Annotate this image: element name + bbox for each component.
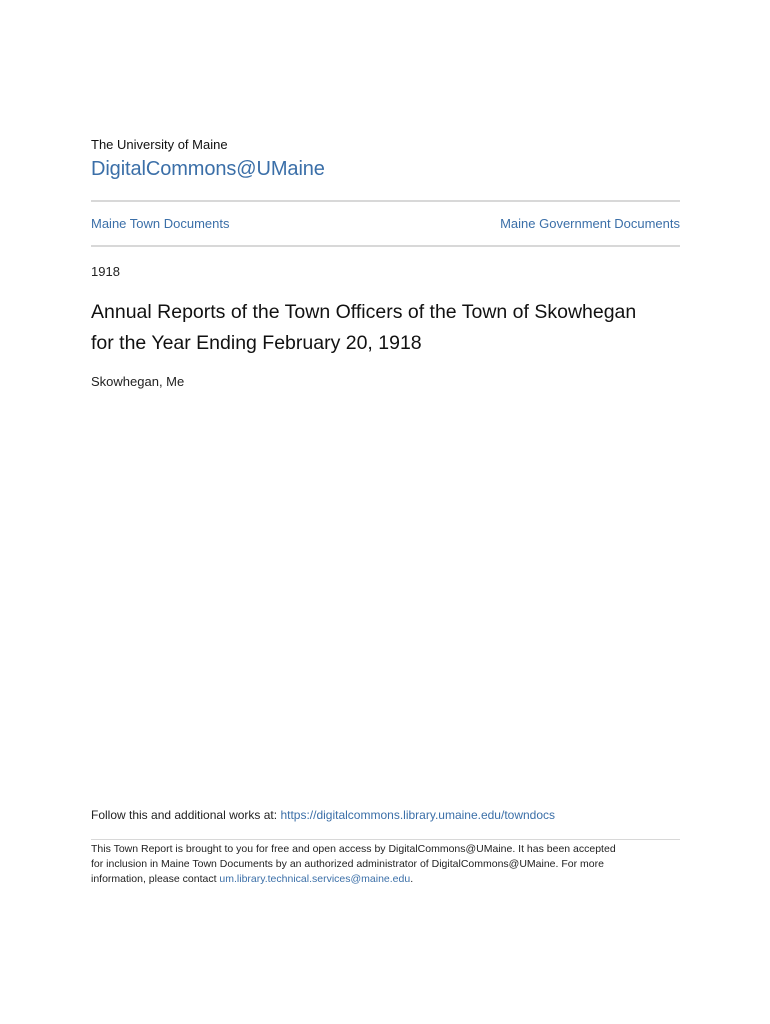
- cover-page: [91, 0, 680, 1024]
- document-title-line-2: for the Year Ending February 20, 1918: [91, 332, 422, 354]
- follow-line: [91, 808, 555, 822]
- maine-town-documents-link[interactable]: Maine Town Documents: [91, 216, 230, 231]
- document-title-line-1: Annual Reports of the Town Officers of the Town of Skowhegan: [91, 301, 637, 323]
- nav-divider: [91, 245, 680, 247]
- notice-line-3-prefix: information, please contact: [91, 873, 220, 885]
- follow-text: Follow this and additional works at:: [91, 808, 281, 822]
- contact-email-link[interactable]: um.library.technical.services@maine.edu: [219, 873, 411, 885]
- top-divider: [91, 200, 680, 202]
- publication-year: 1918: [91, 264, 120, 279]
- maine-government-documents-link[interactable]: Maine Government Documents: [500, 216, 680, 231]
- towndocs-link[interactable]: https://digitalcommons.library.umaine.edu/towndocs: [280, 808, 556, 822]
- footer-divider: [91, 839, 680, 840]
- institution-name: The University of Maine: [91, 137, 228, 152]
- repository-link[interactable]: DigitalCommons@UMaine: [91, 158, 325, 180]
- notice-line-3-suffix: .: [410, 873, 414, 885]
- document-author: Skowhegan, Me: [91, 374, 185, 389]
- collection-nav: [91, 216, 680, 231]
- document-title: [91, 297, 680, 359]
- notice-line-2: for inclusion in Maine Town Documents by an authorized administrator of DigitalCommons@UMaine. For more: [91, 858, 604, 870]
- access-notice: [91, 842, 680, 887]
- notice-line-1: This Town Report is brought to you for free and open access by DigitalCommons@UMaine. It has been accepted: [91, 843, 616, 855]
